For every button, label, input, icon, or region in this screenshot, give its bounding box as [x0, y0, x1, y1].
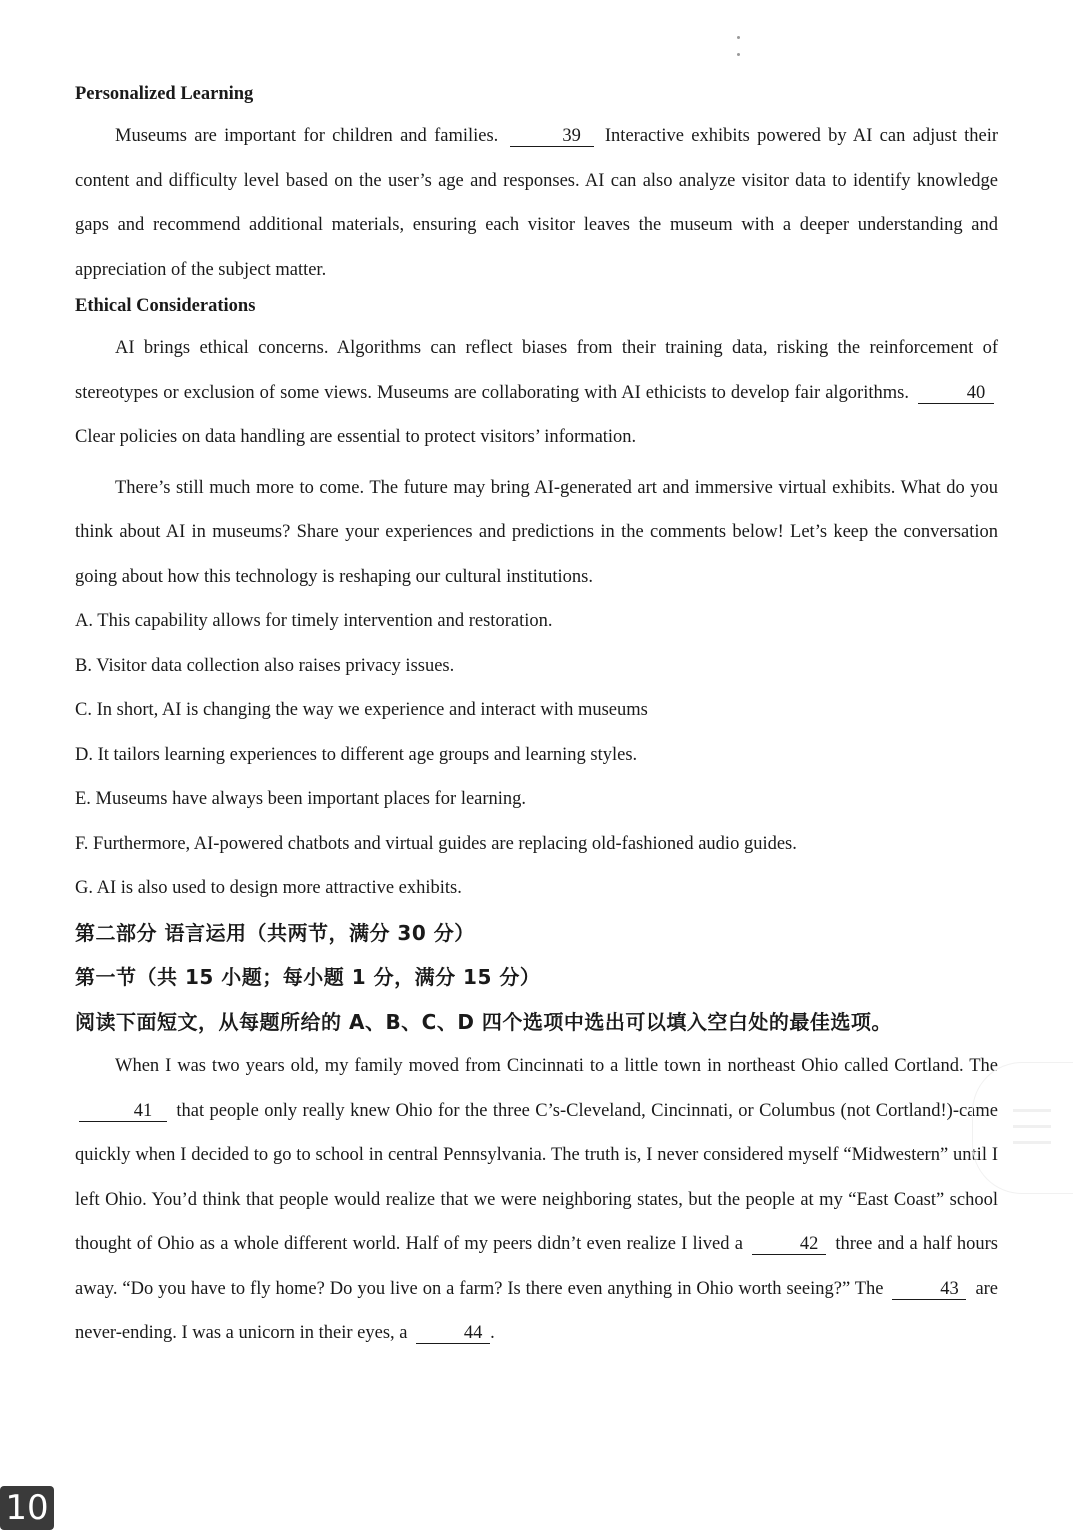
blank-43: 43: [892, 1279, 966, 1300]
document-body: [75, 82, 998, 1356]
page-number-badge: 10: [0, 1486, 54, 1530]
blank-44: 44: [416, 1323, 490, 1344]
blank-41: 41: [79, 1101, 167, 1122]
option-g: G. AI is also used to design more attractive exhibits.: [75, 878, 462, 898]
paragraph-closing: There’s still much more to come. The future may bring AI-generated art and immersive virtual exhibits. What do you think about AI in museums? Share your experiences and predictions in the comments below! Let’s keep the conversation going about how this technology is reshaping our cultural institutions.: [75, 477, 998, 587]
scan-artifact-dots: [737, 36, 741, 60]
heading-ethical-considerations: Ethical Considerations: [75, 296, 256, 316]
section-title: 第一节（共 15 小题；每小题 1 分，满分 15 分）: [75, 965, 541, 989]
options-list: [75, 599, 998, 911]
instruction: 阅读下面短文，从每题所给的 A、B、C、D 四个选项中选出可以填入空白处的最佳选项。: [75, 1009, 892, 1034]
floating-menu-ghost-icon: [972, 1062, 1073, 1194]
option-d: D. It tailors learning experiences to different age groups and learning styles.: [75, 744, 638, 765]
option-c: C. In short, AI is changing the way we experience and interact with museums: [75, 700, 648, 720]
option-e: E. Museums have always been important places for learning.: [75, 789, 527, 809]
option-b: B. Visitor data collection also raises privacy issues.: [75, 655, 455, 676]
option-a: A. This capability allows for timely intervention and restoration.: [75, 611, 553, 631]
heading-personalized-learning: Personalized Learning: [75, 84, 254, 104]
paragraph-ethical-considerations: AI brings ethical concerns. Algorithms can reflect biases from their training data, risking the reinforcement of stereotypes or exclusion of some views. Museums are collaborating with AI ethicists to develop fair algorithms. 40 Clear policies on data handling are essential to protect visitors’ information.: [75, 338, 998, 447]
part2-title: 第二部分 语言运用（共两节，满分 30 分）: [75, 920, 475, 945]
paragraph-cloze: When I was two years old, my family moved from Cincinnati to a little town in northeast Ohio called Cortland. The 41 that people only really knew Ohio for the three C’s-Cleveland, Cincinnati, or Columbus (not Cortland!)-came quickly when I decided to go to school in central Pennsylvania. The truth is, I never considered myself “Midwestern” until I left Ohio. You’d think that people would realize that we were neighboring states, but the people at my “East Coast” school thought of Ohio as a whole different world. Half of my peers didn’t even realize I lived a 42 three and a half hours away. “Do you have to fly home? Do you live on a farm? Is there even anything in Ohio worth seeing?” The 43 are never-ending. I was a unicorn in their eyes, a 44 .: [75, 1056, 999, 1343]
blank-40: 40: [918, 383, 994, 404]
blank-42: 42: [752, 1234, 826, 1255]
option-f: F. Furthermore, AI-powered chatbots and virtual guides are replacing old-fashioned audio guides.: [75, 833, 797, 854]
paragraph-personalized-learning: Museums are important for children and families. 39 Interactive exhibits powered by AI can adjust their content and difficulty level based on the user’s age and responses. AI can also analyze visitor data to identify knowledge gaps and recommend additional materials, ensuring each visitor leaves the museum with a deeper understanding and appreciation of the subject matter.: [75, 126, 999, 280]
blank-39: 39: [510, 126, 594, 147]
